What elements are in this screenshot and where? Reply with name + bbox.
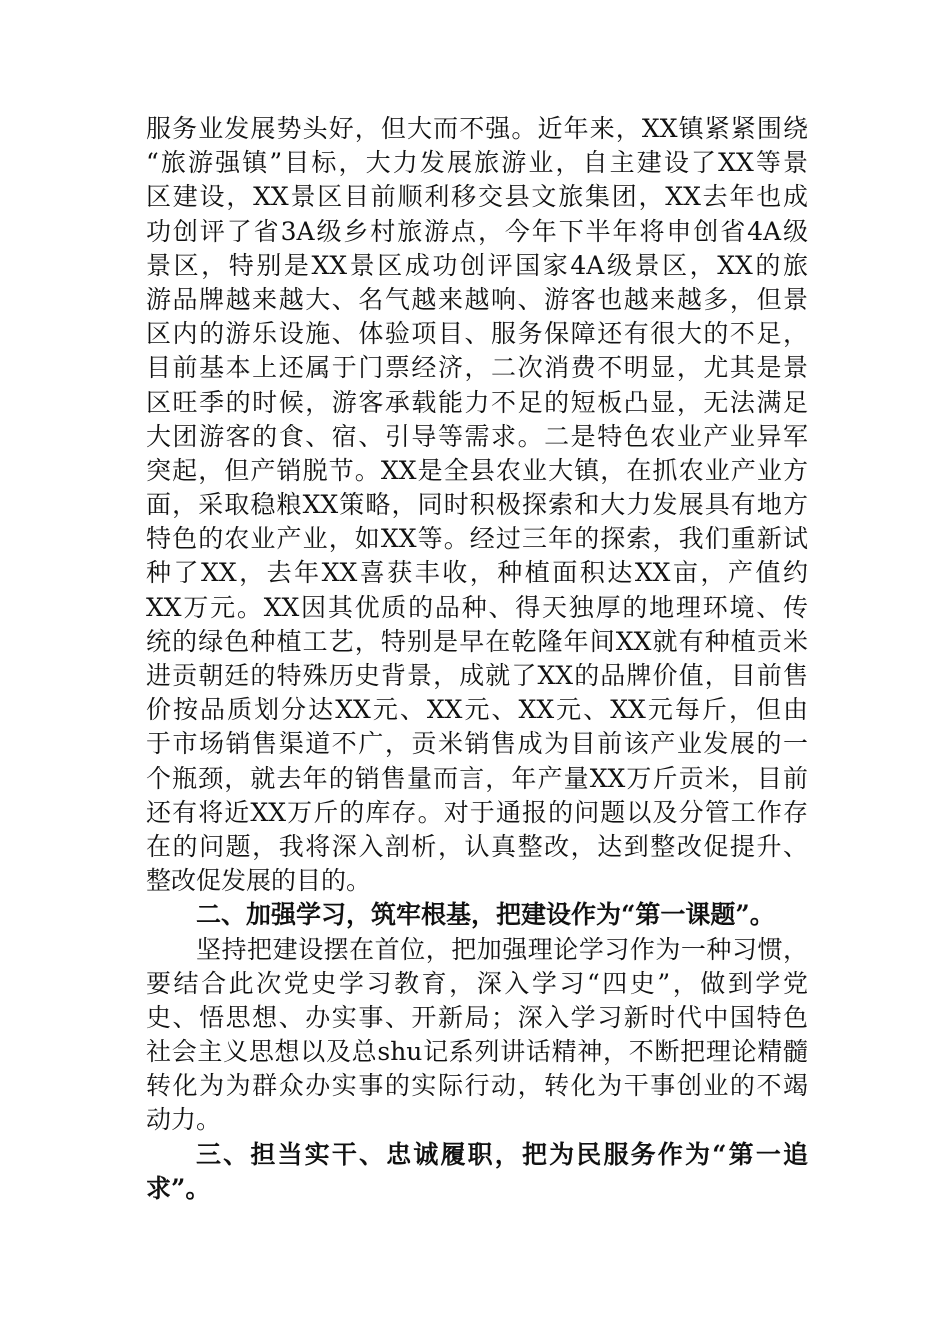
text-line: 史、悟思想、办实事、开新局；深入学习新时代中国特色 — [146, 1002, 808, 1032]
text-line: 在的问题，我将深入剖析，认真整改，达到整改促提升、 — [146, 831, 808, 861]
text-line: 种了XX，去年XX喜获丰收，种植面积达XX亩，产值约 — [146, 558, 808, 588]
text-line: 功创评了省3A级乡村旅游点，今年下半年将申创省4A级 — [146, 216, 808, 246]
text-line: 整改促发展的目的。 — [146, 866, 372, 896]
text-line: 突起，但产销脱节。XX是全县农业大镇，在抓农业产业方 — [146, 455, 808, 485]
text-line: 区建设，XX景区目前顺利移交县文旅集团，XX去年也成 — [146, 182, 808, 212]
text-line: 转化为为群众办实事的实际行动，转化为干事创业的不竭 — [146, 1071, 808, 1101]
heading-line: 求”。 — [146, 1173, 211, 1203]
text-line: 大团游客的食、宿、引导等需求。二是特色农业产业异军 — [146, 421, 808, 451]
text-line: 区旺季的时候，游客承载能力不足的短板凸显，无法满足 — [146, 387, 808, 417]
document-body — [146, 112, 808, 1206]
paragraph-study — [146, 933, 808, 1138]
text-line: 面，采取稳粮XX策略，同时积极探索和大力发展具有地方 — [146, 490, 808, 520]
text-line: 目前基本上还属于门票经济，二次消费不明显，尤其是景 — [146, 353, 808, 383]
text-line: 于市场销售渠道不广，贡米销售成为目前该产业发展的一 — [146, 729, 808, 759]
text-line: 统的绿色种植工艺，特别是早在乾隆年间XX就有种植贡米 — [146, 626, 808, 656]
text-line: XX万元。XX因其优质的品种、得天独厚的地理环境、传 — [146, 592, 808, 622]
paragraph-services-agriculture — [146, 112, 808, 898]
section-heading-2: 二、加强学习，筑牢根基，把建设作为“第一课题”。 — [196, 900, 775, 930]
text-line: “旅游强镇”目标，大力发展旅游业，自主建设了XX等景 — [146, 148, 808, 178]
text-line: 景区，特别是XX景区成功创评国家4A级景区，XX的旅 — [146, 250, 808, 280]
text-line: 坚持把建设摆在首位，把加强理论学习作为一种习惯， — [196, 934, 808, 964]
text-line: 要结合此次党史学习教育，深入学习“四史”，做到学党 — [146, 968, 808, 998]
text-line: 区内的游乐设施、体验项目、服务保障还有很大的不足， — [146, 319, 808, 349]
section-heading-3 — [146, 1138, 808, 1206]
text-line: 特色的农业产业，如XX等。经过三年的探索，我们重新试 — [146, 524, 808, 554]
text-line: 进贡朝廷的特殊历史背景，成就了XX的品牌价值，目前售 — [146, 661, 808, 690]
heading-line: 三、担当实干、忠诚履职，把为民服务作为“第一追 — [196, 1139, 808, 1169]
text-line: 价按品质划分达XX元、XX元、XX元、XX元每斤，但由 — [146, 695, 808, 725]
text-line: 社会主义思想以及总shu记系列讲话精神，不断把理论精髓 — [146, 1037, 808, 1067]
text-line: 服务业发展势头好，但大而不强。近年来，XX镇紧紧围绕 — [146, 114, 808, 143]
text-line: 个瓶颈，就去年的销售量而言，年产量XX万斤贡米，目前 — [146, 763, 808, 793]
text-line: 还有将近XX万斤的库存。对于通报的问题以及分管工作存 — [146, 797, 808, 827]
text-line: 游品牌越来越大、名气越来越响、游客也越来越多，但景 — [146, 284, 808, 314]
text-line: 动力。 — [146, 1105, 222, 1135]
